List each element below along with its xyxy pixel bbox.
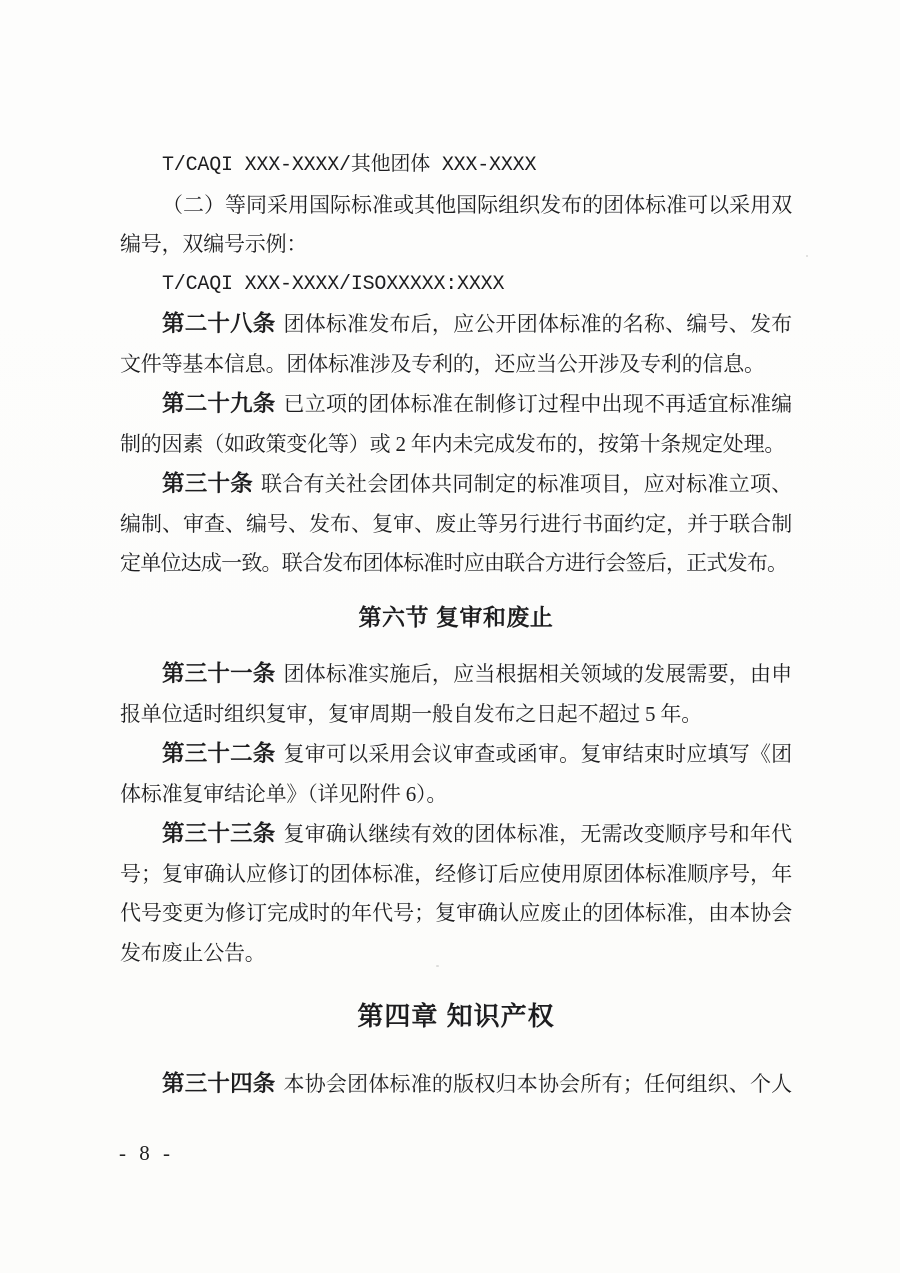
text-line (120, 814, 792, 855)
article-31-text: 团体标准实施后，应当根据相关领域的发展需要，由申 (283, 662, 792, 686)
article-29 (120, 384, 792, 464)
text-line: （二）等同采用国际标准或其他国际组织发布的团体标准可以采用双 (162, 192, 792, 217)
article-30-number: 第三十条 (162, 471, 254, 496)
article-33-text: 复审确认继续有效的团体标准，无需改变顺序号和年代 (283, 822, 792, 846)
article-32 (120, 734, 792, 814)
text-line (120, 304, 792, 345)
section-heading: 第六节 复审和废止 (358, 603, 554, 630)
text-line (120, 1064, 792, 1105)
article-28-text: 团体标准发布后，应公开团体标准的名称、编号、发布 (283, 312, 792, 336)
article-28-number: 第二十八条 (162, 311, 276, 336)
text-line: 号；复审确认应修订的团体标准，经修订后应使用原团体标准顺序号，年 (120, 861, 792, 886)
scan-speck (696, 313, 699, 316)
text-line (120, 384, 792, 425)
text-line: 制的因素（如政策变化等）或 2 年内未完成发布的，按第十条规定处理。 (120, 431, 786, 456)
text-line: 编号，双编号示例： (120, 232, 308, 256)
article-30 (120, 464, 792, 584)
scan-speck (806, 255, 808, 257)
text-line (120, 654, 792, 695)
article-34-text: 本协会团体标准的版权归本协会所有；任何组织、个人 (283, 1072, 792, 1096)
article-29-text: 已立项的团体标准在制修订过程中出现不再适宜标准编 (283, 392, 792, 416)
article-34-number: 第三十四条 (162, 1071, 276, 1096)
text-line: 报单位适时组织复审，复审周期一般自发布之日起不超过 5 年。 (120, 701, 702, 726)
standard-code-line-1: T/CAQI XXX-XXXX/其他团体 XXX-XXXX (162, 154, 537, 177)
article-31 (120, 654, 792, 734)
text-line: 编制、审查、编号、发布、复审、废止等另行进行书面约定，并于联合制 (120, 511, 792, 536)
article-28 (120, 304, 792, 384)
text-line (120, 734, 792, 775)
chapter-heading: 第四章 知识产权 (357, 1001, 555, 1031)
text-line (120, 464, 792, 505)
text-line: 代号变更为修订完成时的年代号；复审确认应废止的团体标准，由本协会 (120, 901, 792, 925)
article-32-number: 第三十二条 (162, 741, 276, 766)
text-line: 定单位达成一致。联合发布团体标准时应由联合方进行会签后，正式发布。 (120, 551, 788, 575)
text-line: 发布废止公告。 (120, 940, 266, 965)
text-line: 体标准复审结论单》（详见附件 6）。 (120, 781, 448, 806)
article-33 (120, 814, 792, 973)
text-line: 文件等基本信息。团体标准涉及专利的，还应当公开涉及专利的信息。 (120, 351, 765, 376)
page-number: - 8 - (119, 1141, 171, 1165)
article-34 (120, 1064, 792, 1105)
article-29-number: 第二十九条 (162, 391, 276, 416)
paragraph-item-two (120, 186, 792, 265)
scan-speck (436, 965, 439, 967)
article-30-text: 联合有关社会团体共同制定的标准项目，应对标准立项、 (261, 472, 792, 496)
article-31-number: 第三十一条 (162, 661, 276, 686)
article-32-text: 复审可以采用会议审查或函审。复审结束时应填写《团 (283, 742, 792, 766)
standard-code-line-2: T/CAQI XXX-XXXX/ISOXXXXX:XXXX (162, 272, 505, 296)
document-text-block (120, 146, 792, 1105)
article-33-number: 第三十三条 (162, 821, 276, 846)
